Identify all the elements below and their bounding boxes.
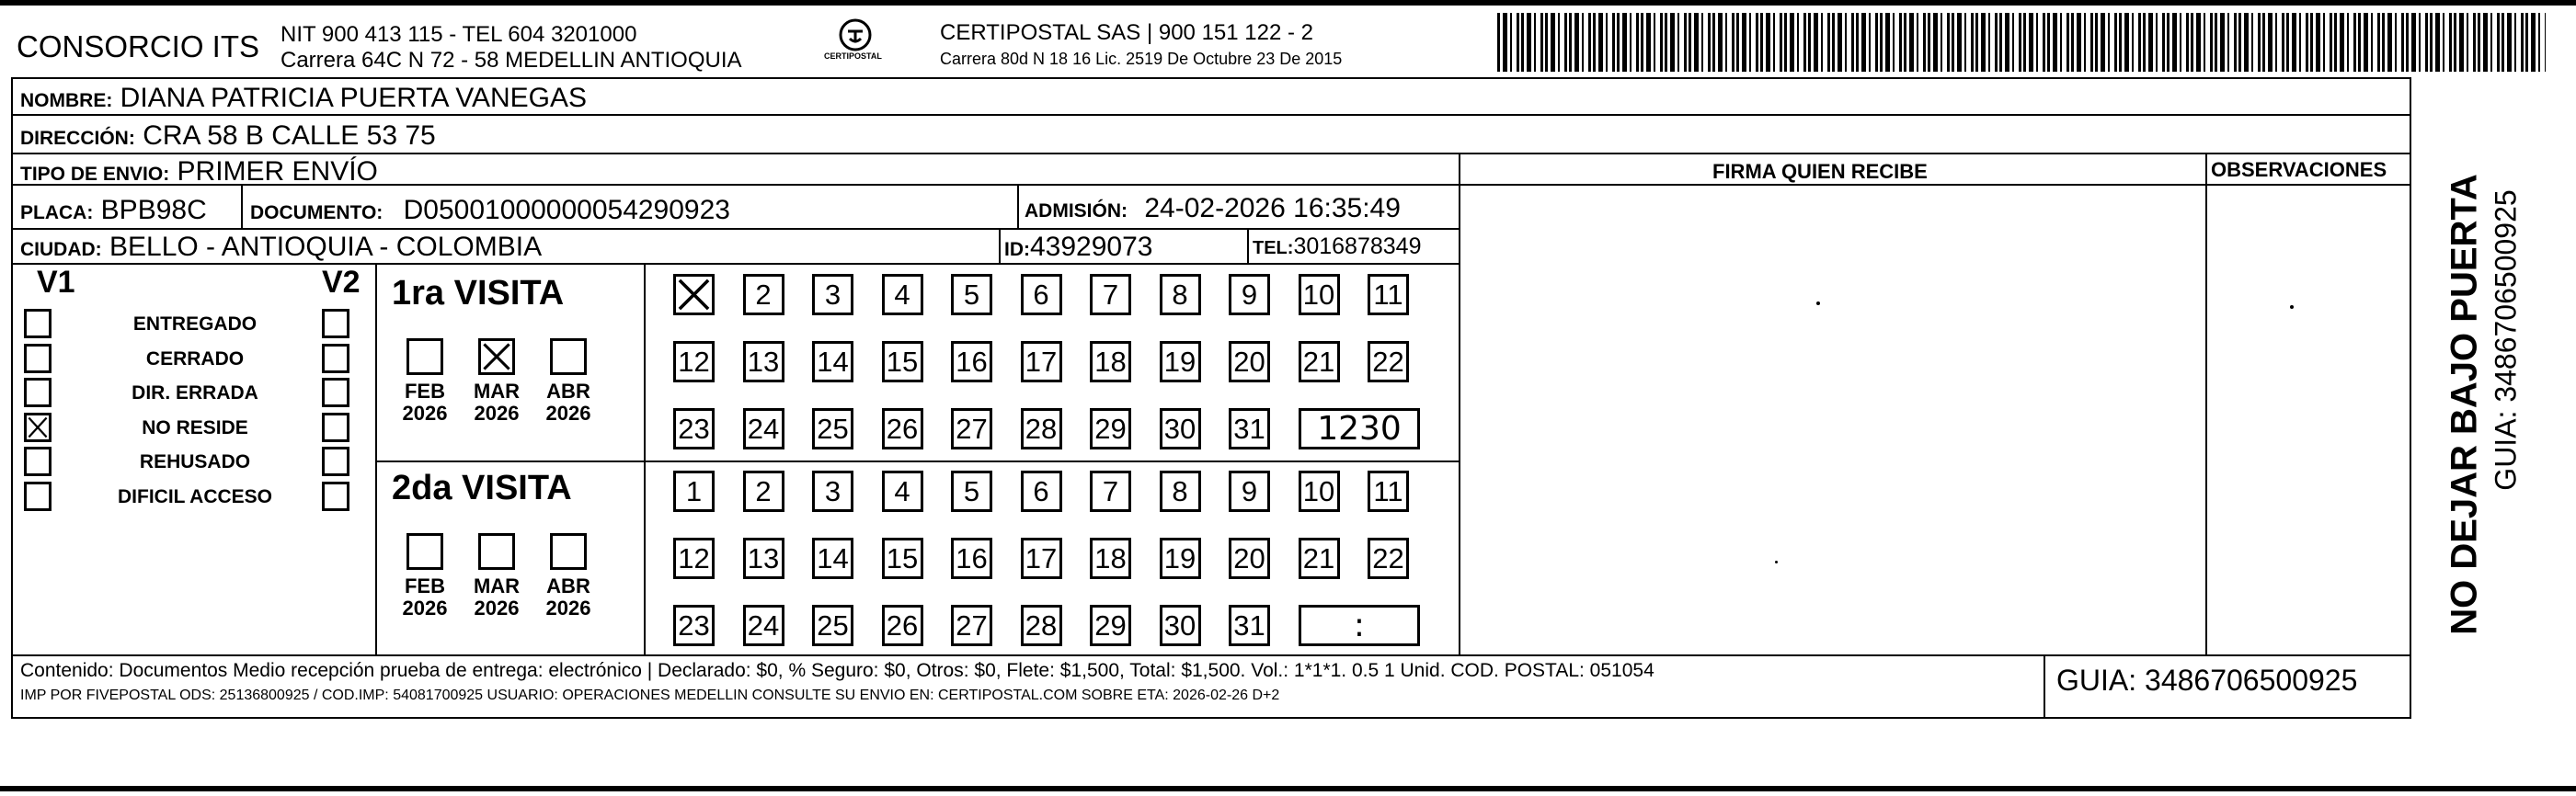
imp-line: IMP POR FIVEPOSTAL ODS: 25136800925 / COD.IMP: 54081700925 USUARIO: OPERACIONES MEDELLIN CONSULTE SU ENVIO EN: CERTIPOSTAL.COM SOBRE ETA: 2026-02-26 D+2	[20, 688, 1280, 703]
day-box[interactable]	[1021, 471, 1062, 512]
id-field	[1004, 232, 1152, 263]
day-box[interactable]	[812, 274, 853, 315]
v2-header: V2	[322, 265, 361, 300]
day-box[interactable]	[743, 471, 784, 512]
day-number: 17	[1025, 346, 1058, 378]
rule-obs-left	[2205, 153, 2207, 656]
day-number: 7	[1102, 475, 1119, 507]
month-name: ABR	[546, 574, 590, 597]
rule-left	[11, 77, 13, 719]
v2-checkbox[interactable]	[322, 447, 349, 476]
v1-checkbox[interactable]	[24, 344, 52, 373]
rule-visit-split	[375, 461, 1460, 462]
rule-v-status	[375, 263, 377, 656]
v1-checkbox[interactable]	[24, 309, 52, 338]
day-box[interactable]	[1021, 408, 1062, 449]
day-box[interactable]	[1021, 274, 1062, 315]
day-number: 10	[1302, 279, 1335, 311]
day-number: 22	[1372, 346, 1404, 378]
day-box[interactable]	[812, 605, 853, 646]
day-box[interactable]	[743, 605, 784, 646]
month-name: MAR	[473, 380, 521, 403]
day-box[interactable]	[1299, 341, 1340, 382]
day-box[interactable]	[673, 538, 715, 579]
address-line: Carrera 64C N 72 - 58 MEDELLIN ANTIOQUIA	[280, 48, 742, 73]
v2-checkbox[interactable]	[322, 413, 349, 442]
day-number: 6	[1033, 279, 1049, 311]
day-box[interactable]	[743, 341, 784, 382]
day-number: 3	[824, 279, 841, 311]
plate-value: BPB98C	[100, 195, 207, 225]
courier-address: Carrera 80d N 18 16 Lic. 2519 De Octubre 23 De 2015	[940, 50, 1343, 68]
day-box[interactable]	[812, 538, 853, 579]
id-value: 43929073	[1030, 232, 1153, 262]
day-number: 12	[678, 346, 710, 378]
day-number: 19	[1163, 542, 1196, 574]
day-number: 16	[956, 542, 988, 574]
month-year: 2026	[474, 597, 520, 620]
v2-checkbox[interactable]	[322, 309, 349, 338]
signature-mark	[1775, 561, 1778, 563]
day-number	[686, 279, 702, 311]
day-number: 22	[1372, 542, 1404, 574]
day-number: 25	[817, 609, 849, 642]
day-box[interactable]	[1090, 274, 1131, 315]
day-number: 4	[894, 475, 910, 507]
day-number: 15	[886, 346, 919, 378]
day-number: 15	[886, 542, 919, 574]
admission-label: ADMISIÓN:	[1025, 200, 1128, 222]
day-box[interactable]	[743, 408, 784, 449]
status-label: CERRADO	[145, 347, 245, 370]
time-field[interactable]: :	[1299, 605, 1420, 646]
day-box[interactable]	[1229, 538, 1270, 579]
day-box[interactable]	[1160, 408, 1201, 449]
day-box[interactable]	[1368, 471, 1409, 512]
status-label: REHUSADO	[139, 451, 251, 472]
day-number: 12	[678, 542, 710, 574]
day-number: 23	[678, 609, 710, 642]
v1-checkbox[interactable]	[24, 482, 52, 511]
day-number: 3	[824, 475, 841, 507]
day-number: 13	[747, 346, 780, 378]
courier-logo-icon	[823, 17, 887, 72]
day-number: 18	[1094, 542, 1127, 574]
status-label: ENTREGADO	[132, 313, 258, 335]
day-box[interactable]	[882, 341, 923, 382]
day-box[interactable]	[882, 538, 923, 579]
month-year: 2026	[474, 402, 520, 425]
send-type-label: TIPO DE ENVIO:	[20, 164, 170, 185]
admission-value: 24-02-2026 16:35:49	[1144, 193, 1401, 223]
day-number: 14	[817, 542, 849, 574]
day-number: 26	[886, 413, 919, 445]
rule-right	[2410, 77, 2411, 719]
month-checkbox-feb[interactable]	[406, 533, 443, 570]
day-number: 29	[1094, 413, 1127, 445]
day-box[interactable]	[1299, 471, 1340, 512]
month-year: 2026	[402, 402, 448, 425]
rule-plate-doc	[241, 184, 243, 228]
document-field	[250, 195, 730, 226]
day-box[interactable]	[882, 408, 923, 449]
barcode	[1497, 13, 2546, 72]
day-box[interactable]	[1229, 274, 1270, 315]
day-number: 8	[1172, 279, 1188, 311]
day-number: 8	[1172, 475, 1188, 507]
day-number: 25	[817, 413, 849, 445]
month-label	[474, 381, 520, 425]
tel-value: 3016878349	[1293, 233, 1422, 259]
day-number: 30	[1163, 609, 1196, 642]
name-label: NOMBRE:	[20, 90, 113, 111]
day-box[interactable]	[1368, 341, 1409, 382]
day-box[interactable]	[673, 408, 715, 449]
day-box[interactable]	[1090, 471, 1131, 512]
status-label: DIR. ERRADA	[132, 382, 258, 404]
plate-label: PLACA:	[20, 202, 94, 223]
day-box[interactable]	[951, 538, 992, 579]
day-number: 5	[963, 279, 980, 311]
city-value: BELLO - ANTIOQUIA - COLOMBIA	[109, 232, 543, 262]
day-box[interactable]	[1090, 408, 1131, 449]
rule-city	[11, 263, 1460, 265]
day-number: 24	[747, 609, 780, 642]
check-mark-icon	[27, 415, 49, 439]
top-edge	[0, 0, 2576, 6]
day-number: 24	[747, 413, 780, 445]
month-year: 2026	[545, 597, 591, 620]
document-label: DOCUMENTO:	[250, 202, 384, 223]
rule-plate	[11, 228, 1460, 230]
month-checkbox-abr[interactable]	[550, 533, 587, 570]
rule-top	[11, 77, 2411, 79]
day-number: 13	[747, 542, 780, 574]
day-box[interactable]	[882, 471, 923, 512]
month-name: FEB	[404, 380, 445, 403]
day-box[interactable]	[1299, 274, 1340, 315]
day-box[interactable]	[951, 605, 992, 646]
tel-label: TEL:	[1253, 238, 1294, 258]
day-number: 4	[894, 279, 910, 311]
day-box[interactable]	[812, 471, 853, 512]
city-field	[20, 232, 542, 263]
day-number: 28	[1025, 413, 1058, 445]
month-year: 2026	[402, 597, 448, 620]
day-number: 21	[1302, 346, 1335, 378]
day-number: 17	[1025, 542, 1058, 574]
day-number: 26	[886, 609, 919, 642]
month-label	[546, 381, 591, 425]
day-number: 9	[1241, 475, 1258, 507]
day-number: 29	[1094, 609, 1127, 642]
no-dejar-notice: NO DEJAR BAJO PUERTA	[2444, 174, 2485, 635]
observations-header: OBSERVACIONES	[2211, 158, 2387, 181]
day-box[interactable]	[951, 341, 992, 382]
month-label	[403, 575, 448, 620]
bottom-edge	[0, 786, 2576, 791]
day-number: 11	[1373, 279, 1403, 311]
status-label: NO RESIDE	[142, 416, 248, 438]
rule-city-id	[999, 228, 1001, 265]
month-label	[546, 575, 591, 620]
day-box[interactable]	[812, 408, 853, 449]
id-label: ID:	[1004, 239, 1030, 260]
rule-footer	[11, 654, 2411, 656]
day-number: 6	[1033, 475, 1049, 507]
day-box[interactable]	[951, 471, 992, 512]
month-checkbox-feb[interactable]	[406, 338, 443, 375]
send-type-field	[20, 156, 378, 188]
day-box[interactable]	[673, 605, 715, 646]
send-type-value: PRIMER ENVÍO	[177, 156, 378, 187]
v2-checkbox[interactable]	[322, 482, 349, 511]
month-year: 2026	[545, 402, 591, 425]
rule-name	[11, 114, 2411, 116]
v2-checkbox[interactable]	[322, 378, 349, 407]
footer-guide: GUIA: 3486706500925	[2056, 664, 2358, 697]
address-field	[20, 120, 436, 152]
day-box[interactable]	[743, 538, 784, 579]
signature-mark	[1816, 301, 1820, 305]
name-field	[20, 83, 587, 114]
month-checkbox-mar[interactable]	[478, 338, 515, 375]
day-box[interactable]	[1160, 605, 1201, 646]
address-label: DIRECCIÓN:	[20, 128, 135, 149]
month-name: FEB	[404, 574, 445, 597]
signature-mark	[2290, 305, 2294, 309]
day-number: 2	[755, 279, 772, 311]
month-checkbox-mar[interactable]	[478, 533, 515, 570]
rule-v-months	[644, 263, 646, 656]
day-number: 14	[817, 346, 849, 378]
plate-field	[20, 195, 207, 226]
v1-checkbox[interactable]	[24, 447, 52, 476]
day-box[interactable]	[673, 274, 715, 315]
document-value: D05001000000054290923	[403, 195, 730, 225]
day-box[interactable]	[1299, 538, 1340, 579]
name-value: DIANA PATRICIA PUERTA VANEGAS	[120, 83, 588, 113]
day-box[interactable]	[882, 274, 923, 315]
day-number: 31	[1233, 413, 1265, 445]
rule-doc-adm	[1017, 184, 1019, 228]
day-number: 27	[956, 609, 988, 642]
rule-bottom	[11, 717, 2411, 719]
receiver-signature-header: FIRMA QUIEN RECIBE	[1712, 160, 1928, 183]
day-box[interactable]	[1160, 274, 1201, 315]
day-number: 30	[1163, 413, 1196, 445]
v1-header: V1	[37, 265, 75, 300]
day-box[interactable]	[1090, 538, 1131, 579]
logo-caption: CERTIPOSTAL	[824, 51, 882, 61]
day-number: 27	[956, 413, 988, 445]
time-field[interactable]: 1230	[1299, 408, 1420, 449]
nit-line: NIT 900 413 115 - TEL 604 3201000	[280, 22, 637, 47]
v1-checkbox[interactable]	[24, 378, 52, 407]
day-number: 5	[963, 475, 980, 507]
day-number: 31	[1233, 609, 1265, 642]
month-label	[474, 575, 520, 620]
v1-checkbox[interactable]	[24, 413, 52, 442]
rule-sig-left	[1459, 153, 1460, 656]
day-number: 20	[1233, 542, 1265, 574]
day-box[interactable]	[1229, 471, 1270, 512]
day-number: 7	[1102, 279, 1119, 311]
day-box[interactable]	[1368, 538, 1409, 579]
side-guide: GUIA: 3486706500925	[2489, 189, 2523, 491]
day-box[interactable]	[1368, 274, 1409, 315]
courier-line: CERTIPOSTAL SAS | 900 151 122 - 2	[940, 20, 1313, 45]
content-line: Contenido: Documentos Medio recepción prueba de entrega: electrónico | Declarado: $0, % Seguro: $0, Otros: $0, Flete: $1,500, Total: $1,500. Vol.: 1*1*1. 0.5 1 Unid. COD. POSTAL: 051054	[20, 660, 1654, 681]
visit2-title: 2da VISITA	[392, 469, 572, 507]
day-number: 21	[1302, 542, 1335, 574]
day-box[interactable]	[882, 605, 923, 646]
day-box[interactable]	[951, 408, 992, 449]
day-box[interactable]	[1160, 471, 1201, 512]
day-number: 11	[1373, 475, 1403, 507]
rule-footer-guide	[2044, 654, 2045, 719]
admission-field	[1025, 193, 1401, 224]
month-name: MAR	[473, 574, 521, 597]
city-label: CIUDAD:	[20, 239, 102, 260]
check-mark-icon	[481, 341, 512, 372]
day-box[interactable]	[1021, 538, 1062, 579]
day-box[interactable]	[743, 274, 784, 315]
v2-checkbox[interactable]	[322, 344, 349, 373]
tel-field	[1253, 233, 1421, 260]
status-label: DIFICIL ACCESO	[117, 485, 273, 507]
day-number: 19	[1163, 346, 1196, 378]
day-number: 20	[1233, 346, 1265, 378]
address-value: CRA 58 B CALLE 53 75	[143, 120, 436, 151]
day-box[interactable]	[673, 341, 715, 382]
day-number: 2	[755, 475, 772, 507]
day-number: 23	[678, 413, 710, 445]
month-name: ABR	[546, 380, 590, 403]
day-box[interactable]	[951, 274, 992, 315]
month-checkbox-abr[interactable]	[550, 338, 587, 375]
day-box[interactable]	[812, 341, 853, 382]
day-number: 10	[1302, 475, 1335, 507]
day-number: 1	[685, 475, 703, 507]
day-box[interactable]	[1090, 605, 1131, 646]
rule-address	[11, 153, 2411, 154]
day-number: 16	[956, 346, 988, 378]
day-number: 28	[1025, 609, 1058, 642]
day-box[interactable]	[1229, 408, 1270, 449]
day-box[interactable]	[1229, 605, 1270, 646]
month-label	[403, 381, 448, 425]
day-box[interactable]	[1021, 341, 1062, 382]
day-box[interactable]	[1229, 341, 1270, 382]
rule-id-tel	[1247, 228, 1249, 265]
company-name: CONSORCIO ITS	[17, 29, 260, 63]
day-number: 9	[1241, 279, 1258, 311]
day-box[interactable]	[1160, 538, 1201, 579]
day-box[interactable]	[673, 471, 715, 512]
day-box[interactable]	[1160, 341, 1201, 382]
day-number: 18	[1094, 346, 1127, 378]
day-box[interactable]	[1090, 341, 1131, 382]
visit1-title: 1ra VISITA	[392, 274, 565, 313]
day-box[interactable]	[1021, 605, 1062, 646]
